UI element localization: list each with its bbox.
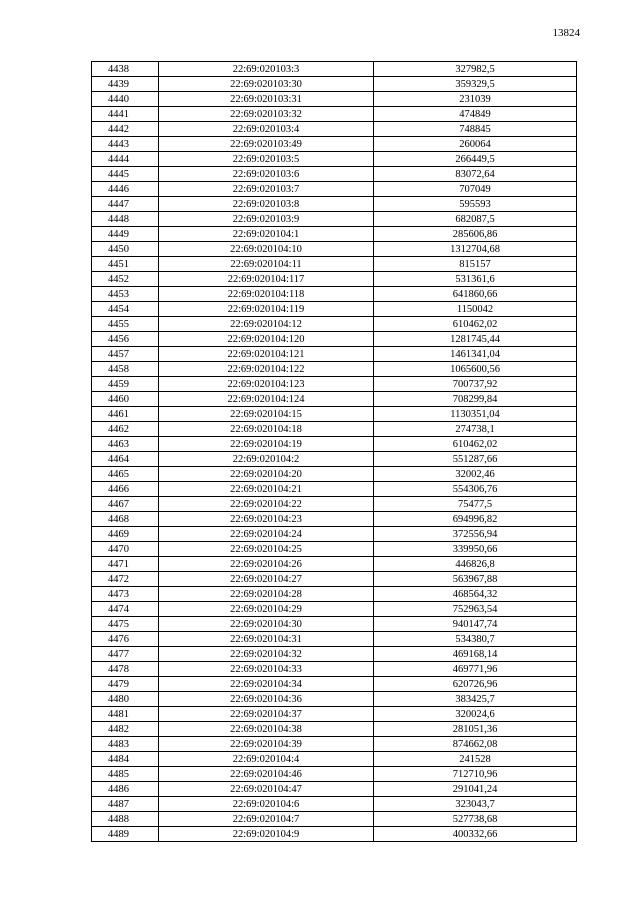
cadastral-value-cell: 527738,68 [374,812,577,827]
table-row [92,707,577,722]
row-number-cell: 4449 [92,227,159,242]
cadastral-value-cell: 694996,82 [374,512,577,527]
row-number-cell: 4483 [92,737,159,752]
cadastral-value-cell: 874662,08 [374,737,577,752]
cadastral-value-cell: 32002,46 [374,467,577,482]
row-number-cell: 4460 [92,392,159,407]
cadastral-value-cell: 641860,66 [374,287,577,302]
table-row [92,557,577,572]
table-row [92,737,577,752]
cadastral-number-cell: 22:69:020104:24 [159,527,374,542]
cadastral-number-cell: 22:69:020104:15 [159,407,374,422]
cadastral-value-cell: 274738,1 [374,422,577,437]
table-row [92,797,577,812]
row-number-cell: 4466 [92,482,159,497]
row-number-cell: 4438 [92,62,159,77]
cadastral-number-cell: 22:69:020104:21 [159,482,374,497]
cadastral-value-cell: 320024,6 [374,707,577,722]
cadastral-number-cell: 22:69:020104:4 [159,752,374,767]
cadastral-value-cell: 231039 [374,92,577,107]
cadastral-value-cell: 610462,02 [374,437,577,452]
cadastral-value-cell: 1130351,04 [374,407,577,422]
cadastral-value-cell: 323043,7 [374,797,577,812]
row-number-cell: 4472 [92,572,159,587]
table-row [92,347,577,362]
table-row [92,62,577,77]
row-number-cell: 4471 [92,557,159,572]
cadastral-value-cell: 563967,88 [374,572,577,587]
table-row [92,182,577,197]
row-number-cell: 4485 [92,767,159,782]
cadastral-value-cell: 266449,5 [374,152,577,167]
table-row [92,392,577,407]
cadastral-value-cell: 534380,7 [374,632,577,647]
cadastral-number-cell: 22:69:020104:12 [159,317,374,332]
cadastral-number-cell: 22:69:020104:2 [159,452,374,467]
row-number-cell: 4467 [92,497,159,512]
cadastral-number-cell: 22:69:020104:124 [159,392,374,407]
cadastral-value-cell: 815157 [374,257,577,272]
cadastral-value-cell: 241528 [374,752,577,767]
table-row [92,92,577,107]
row-number-cell: 4455 [92,317,159,332]
cadastral-number-cell: 22:69:020104:31 [159,632,374,647]
table-row [92,257,577,272]
table-row [92,107,577,122]
cadastral-value-cell: 285606,86 [374,227,577,242]
cadastral-number-cell: 22:69:020104:33 [159,662,374,677]
cadastral-value-cell: 682087,5 [374,212,577,227]
cadastral-number-cell: 22:69:020104:30 [159,617,374,632]
cadastral-number-cell: 22:69:020104:122 [159,362,374,377]
cadastral-value-cell: 281051,36 [374,722,577,737]
cadastral-value-cell: 469771,96 [374,662,577,677]
cadastral-value-cell: 712710,96 [374,767,577,782]
cadastral-number-cell: 22:69:020103:30 [159,77,374,92]
cadastral-number-cell: 22:69:020104:120 [159,332,374,347]
row-number-cell: 4454 [92,302,159,317]
cadastral-number-cell: 22:69:020104:36 [159,692,374,707]
cadastral-value-cell: 83072,64 [374,167,577,182]
row-number-cell: 4488 [92,812,159,827]
cadastral-number-cell: 22:69:020104:27 [159,572,374,587]
table-row [92,722,577,737]
row-number-cell: 4478 [92,662,159,677]
table-row [92,122,577,137]
cadastral-value-cell: 707049 [374,182,577,197]
cadastral-number-cell: 22:69:020104:46 [159,767,374,782]
table-body [92,62,577,842]
cadastral-value-cell: 75477,5 [374,497,577,512]
table-row [92,827,577,842]
cadastral-number-cell: 22:69:020104:38 [159,722,374,737]
row-number-cell: 4464 [92,452,159,467]
table-row [92,812,577,827]
cadastral-value-table [91,61,577,842]
cadastral-number-cell: 22:69:020104:34 [159,677,374,692]
cadastral-number-cell: 22:69:020104:28 [159,587,374,602]
row-number-cell: 4479 [92,677,159,692]
cadastral-number-cell: 22:69:020103:32 [159,107,374,122]
table-row [92,197,577,212]
table-row [92,452,577,467]
cadastral-number-cell: 22:69:020104:123 [159,377,374,392]
row-number-cell: 4477 [92,647,159,662]
row-number-cell: 4441 [92,107,159,122]
table-row [92,332,577,347]
table-row [92,272,577,287]
row-number-cell: 4473 [92,587,159,602]
table-row [92,287,577,302]
cadastral-value-cell: 595593 [374,197,577,212]
cadastral-value-cell: 1065600,56 [374,362,577,377]
table-row [92,617,577,632]
cadastral-number-cell: 22:69:020104:6 [159,797,374,812]
cadastral-number-cell: 22:69:020104:18 [159,422,374,437]
cadastral-value-cell: 752963,54 [374,602,577,617]
cadastral-number-cell: 22:69:020104:47 [159,782,374,797]
table-row [92,587,577,602]
cadastral-number-cell: 22:69:020104:39 [159,737,374,752]
table-row [92,677,577,692]
cadastral-number-cell: 22:69:020104:121 [159,347,374,362]
row-number-cell: 4461 [92,407,159,422]
cadastral-number-cell: 22:69:020103:4 [159,122,374,137]
row-number-cell: 4452 [92,272,159,287]
row-number-cell: 4470 [92,542,159,557]
cadastral-value-cell: 708299,84 [374,392,577,407]
cadastral-value-cell: 359329,5 [374,77,577,92]
table-row [92,647,577,662]
table-row [92,407,577,422]
cadastral-number-cell: 22:69:020103:6 [159,167,374,182]
cadastral-number-cell: 22:69:020103:3 [159,62,374,77]
cadastral-value-cell: 1281745,44 [374,332,577,347]
row-number-cell: 4451 [92,257,159,272]
cadastral-number-cell: 22:69:020104:29 [159,602,374,617]
cadastral-number-cell: 22:69:020104:7 [159,812,374,827]
row-number-cell: 4474 [92,602,159,617]
cadastral-number-cell: 22:69:020104:117 [159,272,374,287]
table-row [92,227,577,242]
cadastral-value-cell: 551287,66 [374,452,577,467]
cadastral-value-cell: 610462,02 [374,317,577,332]
cadastral-value-cell: 327982,5 [374,62,577,77]
row-number-cell: 4459 [92,377,159,392]
cadastral-number-cell: 22:69:020104:9 [159,827,374,842]
row-number-cell: 4448 [92,212,159,227]
cadastral-value-cell: 554306,76 [374,482,577,497]
cadastral-value-cell: 468564,32 [374,587,577,602]
cadastral-number-cell: 22:69:020103:9 [159,212,374,227]
table-row [92,77,577,92]
cadastral-value-cell: 1150042 [374,302,577,317]
table-row [92,767,577,782]
table-row [92,512,577,527]
cadastral-number-cell: 22:69:020104:22 [159,497,374,512]
table-row [92,167,577,182]
cadastral-number-cell: 22:69:020104:10 [159,242,374,257]
cadastral-number-cell: 22:69:020104:20 [159,467,374,482]
cadastral-value-cell: 620726,96 [374,677,577,692]
cadastral-number-cell: 22:69:020103:5 [159,152,374,167]
table-row [92,542,577,557]
cadastral-value-cell: 260064 [374,137,577,152]
cadastral-number-cell: 22:69:020104:119 [159,302,374,317]
row-number-cell: 4453 [92,287,159,302]
table-row [92,752,577,767]
cadastral-number-cell: 22:69:020104:23 [159,512,374,527]
row-number-cell: 4463 [92,437,159,452]
row-number-cell: 4456 [92,332,159,347]
row-number-cell: 4443 [92,137,159,152]
row-number-cell: 4487 [92,797,159,812]
row-number-cell: 4469 [92,527,159,542]
row-number-cell: 4468 [92,512,159,527]
cadastral-value-cell: 400332,66 [374,827,577,842]
cadastral-number-cell: 22:69:020104:26 [159,557,374,572]
cadastral-number-cell: 22:69:020104:32 [159,647,374,662]
table-row [92,377,577,392]
row-number-cell: 4481 [92,707,159,722]
table-row [92,782,577,797]
table-row [92,497,577,512]
row-number-cell: 4447 [92,197,159,212]
cadastral-value-cell: 700737,92 [374,377,577,392]
row-number-cell: 4484 [92,752,159,767]
row-number-cell: 4465 [92,467,159,482]
cadastral-value-cell: 372556,94 [374,527,577,542]
page-number: 13824 [552,27,580,39]
cadastral-number-cell: 22:69:020104:118 [159,287,374,302]
table-row [92,572,577,587]
row-number-cell: 4482 [92,722,159,737]
table-row [92,422,577,437]
cadastral-number-cell: 22:69:020103:8 [159,197,374,212]
table-row [92,242,577,257]
cadastral-value-cell: 1312704,68 [374,242,577,257]
table-row [92,482,577,497]
cadastral-value-cell: 1461341,04 [374,347,577,362]
row-number-cell: 4458 [92,362,159,377]
cadastral-number-cell: 22:69:020103:49 [159,137,374,152]
row-number-cell: 4444 [92,152,159,167]
cadastral-number-cell: 22:69:020103:7 [159,182,374,197]
cadastral-number-cell: 22:69:020104:37 [159,707,374,722]
cadastral-number-cell: 22:69:020104:25 [159,542,374,557]
row-number-cell: 4457 [92,347,159,362]
row-number-cell: 4445 [92,167,159,182]
table-row [92,692,577,707]
table-row [92,527,577,542]
row-number-cell: 4439 [92,77,159,92]
row-number-cell: 4480 [92,692,159,707]
cadastral-value-cell: 339950,66 [374,542,577,557]
row-number-cell: 4486 [92,782,159,797]
table-row [92,467,577,482]
table-row [92,302,577,317]
cadastral-value-cell: 291041,24 [374,782,577,797]
cadastral-value-cell: 446826,8 [374,557,577,572]
row-number-cell: 4476 [92,632,159,647]
cadastral-number-cell: 22:69:020103:31 [159,92,374,107]
table-row [92,437,577,452]
row-number-cell: 4475 [92,617,159,632]
row-number-cell: 4446 [92,182,159,197]
cadastral-value-cell: 748845 [374,122,577,137]
cadastral-value-cell: 940147,74 [374,617,577,632]
table-row [92,662,577,677]
table-row [92,212,577,227]
table-row [92,152,577,167]
row-number-cell: 4462 [92,422,159,437]
row-number-cell: 4450 [92,242,159,257]
table-row [92,137,577,152]
table-row [92,317,577,332]
table-row [92,602,577,617]
cadastral-number-cell: 22:69:020104:1 [159,227,374,242]
cadastral-number-cell: 22:69:020104:19 [159,437,374,452]
cadastral-value-cell: 469168,14 [374,647,577,662]
table-row [92,362,577,377]
cadastral-number-cell: 22:69:020104:11 [159,257,374,272]
cadastral-value-cell: 531361,6 [374,272,577,287]
table-row [92,632,577,647]
cadastral-value-cell: 383425,7 [374,692,577,707]
cadastral-value-cell: 474849 [374,107,577,122]
row-number-cell: 4489 [92,827,159,842]
row-number-cell: 4440 [92,92,159,107]
row-number-cell: 4442 [92,122,159,137]
